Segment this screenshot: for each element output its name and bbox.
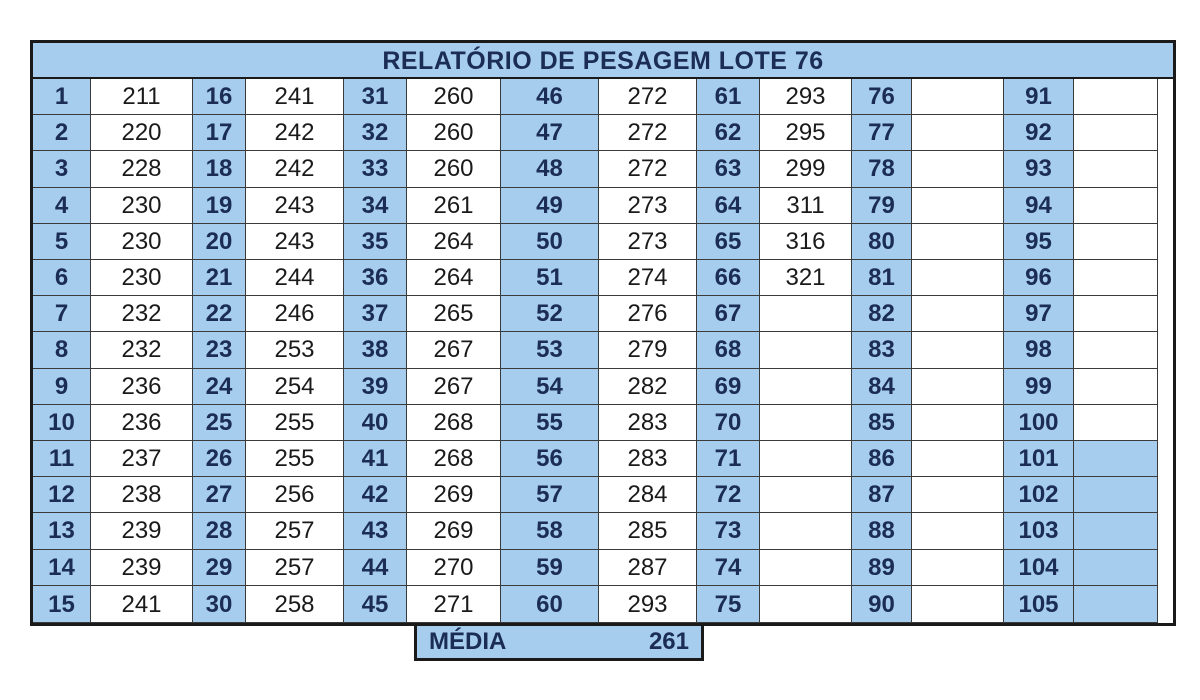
row-number: 87 bbox=[852, 477, 912, 513]
row-number: 25 bbox=[193, 405, 246, 441]
weight-value bbox=[1074, 79, 1158, 115]
row-number: 30 bbox=[193, 586, 246, 623]
row-number: 17 bbox=[193, 115, 246, 151]
row-number: 105 bbox=[1004, 586, 1074, 623]
weight-value bbox=[760, 441, 852, 477]
weight-value bbox=[1074, 115, 1158, 151]
row-number: 8 bbox=[33, 332, 91, 368]
row-number: 90 bbox=[852, 586, 912, 623]
row-number: 63 bbox=[697, 151, 760, 187]
row-number: 103 bbox=[1004, 513, 1074, 549]
row-number: 49 bbox=[501, 188, 599, 224]
weight-value: 293 bbox=[760, 79, 852, 115]
weight-value bbox=[912, 586, 1004, 623]
row-number: 66 bbox=[697, 260, 760, 296]
weight-value bbox=[1074, 550, 1158, 586]
row-number: 58 bbox=[501, 513, 599, 549]
row-number: 38 bbox=[344, 332, 407, 368]
row-number: 94 bbox=[1004, 188, 1074, 224]
weight-value bbox=[760, 369, 852, 405]
weighing-report-table bbox=[30, 40, 1176, 626]
weight-value: 236 bbox=[91, 405, 193, 441]
weight-value: 236 bbox=[91, 369, 193, 405]
row-number: 7 bbox=[33, 296, 91, 332]
weight-value: 268 bbox=[407, 441, 501, 477]
row-number: 47 bbox=[501, 115, 599, 151]
row-number: 54 bbox=[501, 369, 599, 405]
row-number: 43 bbox=[344, 513, 407, 549]
row-number: 14 bbox=[33, 550, 91, 586]
weight-value: 274 bbox=[599, 260, 697, 296]
weight-value: 238 bbox=[91, 477, 193, 513]
row-number: 13 bbox=[33, 513, 91, 549]
weight-value bbox=[912, 79, 1004, 115]
weight-value: 311 bbox=[760, 188, 852, 224]
row-number: 19 bbox=[193, 188, 246, 224]
weight-value bbox=[760, 405, 852, 441]
weight-value: 283 bbox=[599, 441, 697, 477]
row-number: 35 bbox=[344, 224, 407, 260]
weight-value bbox=[1074, 441, 1158, 477]
weight-value: 243 bbox=[246, 224, 344, 260]
weight-value bbox=[760, 332, 852, 368]
row-number: 4 bbox=[33, 188, 91, 224]
weight-value: 285 bbox=[599, 513, 697, 549]
average-box bbox=[414, 626, 704, 661]
row-number: 71 bbox=[697, 441, 760, 477]
weight-value bbox=[912, 224, 1004, 260]
row-number: 9 bbox=[33, 369, 91, 405]
weight-value bbox=[912, 296, 1004, 332]
row-number: 53 bbox=[501, 332, 599, 368]
weight-value bbox=[1074, 332, 1158, 368]
row-number: 24 bbox=[193, 369, 246, 405]
weight-value bbox=[1074, 369, 1158, 405]
row-number: 52 bbox=[501, 296, 599, 332]
weight-value bbox=[912, 513, 1004, 549]
row-number: 93 bbox=[1004, 151, 1074, 187]
weight-value: 267 bbox=[407, 369, 501, 405]
row-number: 18 bbox=[193, 151, 246, 187]
row-number: 40 bbox=[344, 405, 407, 441]
row-number: 82 bbox=[852, 296, 912, 332]
row-number: 23 bbox=[193, 332, 246, 368]
row-number: 78 bbox=[852, 151, 912, 187]
weight-value: 287 bbox=[599, 550, 697, 586]
row-number: 27 bbox=[193, 477, 246, 513]
weight-value: 272 bbox=[599, 115, 697, 151]
weight-value: 230 bbox=[91, 224, 193, 260]
row-number: 10 bbox=[33, 405, 91, 441]
weight-value bbox=[912, 151, 1004, 187]
row-number: 22 bbox=[193, 296, 246, 332]
weight-value: 242 bbox=[246, 115, 344, 151]
weight-value: 260 bbox=[407, 79, 501, 115]
weight-value: 230 bbox=[91, 188, 193, 224]
weight-value: 273 bbox=[599, 224, 697, 260]
row-number: 12 bbox=[33, 477, 91, 513]
weight-value: 295 bbox=[760, 115, 852, 151]
row-number: 34 bbox=[344, 188, 407, 224]
weight-value: 293 bbox=[599, 586, 697, 623]
row-number: 29 bbox=[193, 550, 246, 586]
row-number: 33 bbox=[344, 151, 407, 187]
weight-value: 241 bbox=[246, 79, 344, 115]
weight-value: 232 bbox=[91, 296, 193, 332]
weight-value: 228 bbox=[91, 151, 193, 187]
row-number: 55 bbox=[501, 405, 599, 441]
weight-value: 276 bbox=[599, 296, 697, 332]
row-number: 76 bbox=[852, 79, 912, 115]
weight-value bbox=[1074, 188, 1158, 224]
row-number: 37 bbox=[344, 296, 407, 332]
row-number: 41 bbox=[344, 441, 407, 477]
weight-value bbox=[1074, 151, 1158, 187]
weight-value bbox=[760, 513, 852, 549]
weight-value: 271 bbox=[407, 586, 501, 623]
weight-value: 316 bbox=[760, 224, 852, 260]
weight-value bbox=[1074, 513, 1158, 549]
row-number: 75 bbox=[697, 586, 760, 623]
row-number: 57 bbox=[501, 477, 599, 513]
weight-value: 256 bbox=[246, 477, 344, 513]
row-number: 3 bbox=[33, 151, 91, 187]
row-number: 85 bbox=[852, 405, 912, 441]
weight-value: 268 bbox=[407, 405, 501, 441]
row-number: 68 bbox=[697, 332, 760, 368]
row-number: 59 bbox=[501, 550, 599, 586]
weight-value: 273 bbox=[599, 188, 697, 224]
row-number: 51 bbox=[501, 260, 599, 296]
row-number: 89 bbox=[852, 550, 912, 586]
row-number: 46 bbox=[501, 79, 599, 115]
row-number: 36 bbox=[344, 260, 407, 296]
weight-value bbox=[760, 550, 852, 586]
row-number: 100 bbox=[1004, 405, 1074, 441]
weight-value bbox=[912, 332, 1004, 368]
weight-value bbox=[912, 477, 1004, 513]
weight-value bbox=[1074, 477, 1158, 513]
row-number: 6 bbox=[33, 260, 91, 296]
weight-value: 255 bbox=[246, 405, 344, 441]
row-number: 84 bbox=[852, 369, 912, 405]
weight-value bbox=[1074, 405, 1158, 441]
row-number: 16 bbox=[193, 79, 246, 115]
weight-value bbox=[1074, 296, 1158, 332]
weight-value: 241 bbox=[91, 586, 193, 623]
row-number: 64 bbox=[697, 188, 760, 224]
weight-value: 242 bbox=[246, 151, 344, 187]
row-number: 65 bbox=[697, 224, 760, 260]
row-number: 42 bbox=[344, 477, 407, 513]
weight-value bbox=[912, 188, 1004, 224]
row-number: 39 bbox=[344, 369, 407, 405]
weight-value: 269 bbox=[407, 477, 501, 513]
row-number: 62 bbox=[697, 115, 760, 151]
weight-value bbox=[912, 550, 1004, 586]
weight-value: 239 bbox=[91, 513, 193, 549]
row-number: 50 bbox=[501, 224, 599, 260]
row-number: 70 bbox=[697, 405, 760, 441]
row-number: 72 bbox=[697, 477, 760, 513]
weight-value: 284 bbox=[599, 477, 697, 513]
weight-value bbox=[760, 477, 852, 513]
row-number: 26 bbox=[193, 441, 246, 477]
row-number: 97 bbox=[1004, 296, 1074, 332]
row-number: 21 bbox=[193, 260, 246, 296]
weight-value: 267 bbox=[407, 332, 501, 368]
weight-value: 261 bbox=[407, 188, 501, 224]
weight-value: 220 bbox=[91, 115, 193, 151]
row-number: 91 bbox=[1004, 79, 1074, 115]
row-number: 31 bbox=[344, 79, 407, 115]
average-label: MÉDIA bbox=[429, 628, 507, 655]
row-number: 98 bbox=[1004, 332, 1074, 368]
average-value: 261 bbox=[648, 628, 689, 655]
row-number: 96 bbox=[1004, 260, 1074, 296]
weight-value: 264 bbox=[407, 260, 501, 296]
weight-value: 239 bbox=[91, 550, 193, 586]
weight-value bbox=[912, 441, 1004, 477]
weight-value: 230 bbox=[91, 260, 193, 296]
row-number: 80 bbox=[852, 224, 912, 260]
weight-value bbox=[1074, 260, 1158, 296]
row-number: 48 bbox=[501, 151, 599, 187]
weight-value: 237 bbox=[91, 441, 193, 477]
row-number: 79 bbox=[852, 188, 912, 224]
weight-value: 265 bbox=[407, 296, 501, 332]
weight-value: 244 bbox=[246, 260, 344, 296]
row-number: 61 bbox=[697, 79, 760, 115]
weight-value: 246 bbox=[246, 296, 344, 332]
row-number: 95 bbox=[1004, 224, 1074, 260]
weight-value: 299 bbox=[760, 151, 852, 187]
row-number: 86 bbox=[852, 441, 912, 477]
row-number: 44 bbox=[344, 550, 407, 586]
row-number: 69 bbox=[697, 369, 760, 405]
weight-value: 258 bbox=[246, 586, 344, 623]
weight-value: 283 bbox=[599, 405, 697, 441]
row-number: 99 bbox=[1004, 369, 1074, 405]
row-number: 11 bbox=[33, 441, 91, 477]
row-number: 60 bbox=[501, 586, 599, 623]
row-number: 1 bbox=[33, 79, 91, 115]
row-number: 45 bbox=[344, 586, 407, 623]
weight-value: 264 bbox=[407, 224, 501, 260]
weight-value: 321 bbox=[760, 260, 852, 296]
weight-value: 272 bbox=[599, 151, 697, 187]
row-number: 56 bbox=[501, 441, 599, 477]
weight-value: 257 bbox=[246, 513, 344, 549]
row-number: 20 bbox=[193, 224, 246, 260]
row-number: 88 bbox=[852, 513, 912, 549]
row-number: 92 bbox=[1004, 115, 1074, 151]
weight-value bbox=[912, 405, 1004, 441]
weight-value bbox=[1074, 224, 1158, 260]
row-number: 74 bbox=[697, 550, 760, 586]
weight-value: 254 bbox=[246, 369, 344, 405]
weight-value: 282 bbox=[599, 369, 697, 405]
weight-value: 260 bbox=[407, 151, 501, 187]
weight-value: 260 bbox=[407, 115, 501, 151]
row-number: 104 bbox=[1004, 550, 1074, 586]
weight-value: 272 bbox=[599, 79, 697, 115]
weight-value: 269 bbox=[407, 513, 501, 549]
row-number: 83 bbox=[852, 332, 912, 368]
weight-value bbox=[760, 296, 852, 332]
weight-value bbox=[760, 586, 852, 623]
row-number: 73 bbox=[697, 513, 760, 549]
weight-value: 211 bbox=[91, 79, 193, 115]
row-number: 28 bbox=[193, 513, 246, 549]
row-number: 102 bbox=[1004, 477, 1074, 513]
weight-value bbox=[912, 115, 1004, 151]
weight-value bbox=[1074, 586, 1158, 623]
row-number: 77 bbox=[852, 115, 912, 151]
row-number: 2 bbox=[33, 115, 91, 151]
row-number: 101 bbox=[1004, 441, 1074, 477]
weight-value bbox=[912, 260, 1004, 296]
weight-value: 279 bbox=[599, 332, 697, 368]
weight-value: 232 bbox=[91, 332, 193, 368]
report-title: RELATÓRIO DE PESAGEM LOTE 76 bbox=[33, 43, 1173, 79]
row-number: 81 bbox=[852, 260, 912, 296]
weight-value bbox=[912, 369, 1004, 405]
row-number: 5 bbox=[33, 224, 91, 260]
weight-value: 255 bbox=[246, 441, 344, 477]
weight-value: 243 bbox=[246, 188, 344, 224]
row-number: 67 bbox=[697, 296, 760, 332]
row-number: 15 bbox=[33, 586, 91, 623]
weight-value: 253 bbox=[246, 332, 344, 368]
row-number: 32 bbox=[344, 115, 407, 151]
weight-value: 257 bbox=[246, 550, 344, 586]
weight-value: 270 bbox=[407, 550, 501, 586]
